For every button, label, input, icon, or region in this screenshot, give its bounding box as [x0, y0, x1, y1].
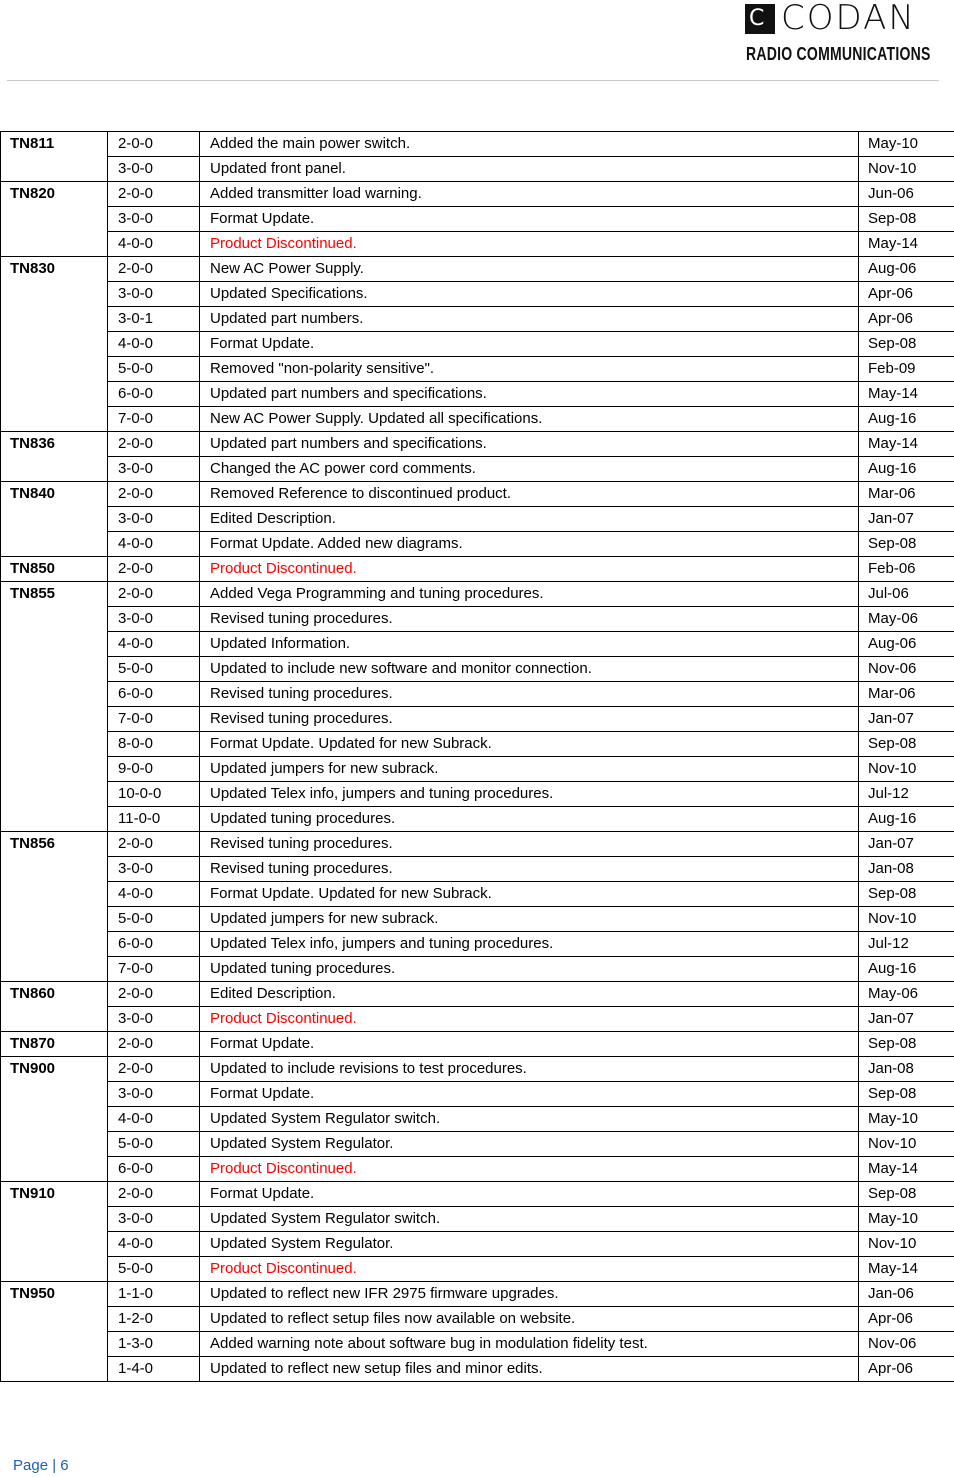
version-cell: 1-1-0 — [108, 1282, 200, 1307]
version-cell: 6-0-0 — [108, 1157, 200, 1182]
date-cell: Jul-12 — [859, 782, 954, 807]
table-row — [1, 457, 954, 482]
table-row — [1, 932, 954, 957]
table-row — [1, 1257, 954, 1282]
date-cell: Sep-08 — [859, 207, 954, 232]
table-row — [1, 1207, 954, 1232]
description-cell: Updated front panel. — [200, 157, 859, 182]
description-cell: Updated System Regulator switch. — [200, 1207, 859, 1232]
date-cell: Nov-06 — [859, 657, 954, 682]
description-cell: Updated part numbers. — [200, 307, 859, 332]
table-row — [1, 657, 954, 682]
version-cell: 3-0-0 — [108, 857, 200, 882]
tn-number: TN855 — [1, 582, 108, 832]
table-row — [1, 1107, 954, 1132]
version-cell: 3-0-0 — [108, 507, 200, 532]
table-row — [1, 1057, 954, 1082]
description-cell: Format Update. Updated for new Subrack. — [200, 882, 859, 907]
version-cell: 2-0-0 — [108, 1182, 200, 1207]
date-cell: Apr-06 — [859, 1307, 954, 1332]
description-cell: Updated jumpers for new subrack. — [200, 757, 859, 782]
description-cell: Format Update. — [200, 1182, 859, 1207]
date-cell: Sep-08 — [859, 732, 954, 757]
date-cell: Jan-08 — [859, 857, 954, 882]
discontinued-description-cell: Product Discontinued. — [200, 1257, 859, 1282]
version-cell: 3-0-0 — [108, 1207, 200, 1232]
tn-number: TN836 — [1, 432, 108, 482]
revision-table — [0, 131, 954, 1382]
description-cell: Updated Telex info, jumpers and tuning procedures. — [200, 782, 859, 807]
description-cell: Format Update. Updated for new Subrack. — [200, 732, 859, 757]
tn-number: TN910 — [1, 1182, 108, 1282]
table-row — [1, 1357, 954, 1382]
version-cell: 2-0-0 — [108, 1057, 200, 1082]
description-cell: Updated to include new software and monitor connection. — [200, 657, 859, 682]
version-cell: 4-0-0 — [108, 232, 200, 257]
header-divider — [7, 80, 939, 81]
tn-number: TN840 — [1, 482, 108, 557]
version-cell: 3-0-1 — [108, 307, 200, 332]
description-cell: Updated tuning procedures. — [200, 807, 859, 832]
description-cell: Updated to reflect new setup files and minor edits. — [200, 1357, 859, 1382]
version-cell: 2-0-0 — [108, 832, 200, 857]
date-cell: Sep-08 — [859, 882, 954, 907]
date-cell: May-14 — [859, 232, 954, 257]
description-cell: Edited Description. — [200, 982, 859, 1007]
table-row — [1, 257, 954, 282]
tn-number: TN811 — [1, 132, 108, 182]
date-cell: Aug-16 — [859, 407, 954, 432]
table-row — [1, 1232, 954, 1257]
date-cell: Sep-08 — [859, 1032, 954, 1057]
date-cell: Jan-06 — [859, 1282, 954, 1307]
version-cell: 2-0-0 — [108, 182, 200, 207]
date-cell: Aug-16 — [859, 807, 954, 832]
date-cell: May-14 — [859, 432, 954, 457]
version-cell: 7-0-0 — [108, 957, 200, 982]
description-cell: Updated System Regulator. — [200, 1232, 859, 1257]
description-cell: Revised tuning procedures. — [200, 682, 859, 707]
table-row — [1, 982, 954, 1007]
table-row — [1, 157, 954, 182]
version-cell: 4-0-0 — [108, 1232, 200, 1257]
table-row — [1, 357, 954, 382]
date-cell: May-14 — [859, 1257, 954, 1282]
table-row — [1, 1007, 954, 1032]
table-row — [1, 557, 954, 582]
description-cell: Updated Information. — [200, 632, 859, 657]
description-cell: Updated to include revisions to test procedures. — [200, 1057, 859, 1082]
date-cell: Feb-09 — [859, 357, 954, 382]
version-cell: 2-0-0 — [108, 432, 200, 457]
table-row — [1, 1282, 954, 1307]
date-cell: Mar-06 — [859, 682, 954, 707]
version-cell: 5-0-0 — [108, 907, 200, 932]
table-row — [1, 1132, 954, 1157]
version-cell: 1-4-0 — [108, 1357, 200, 1382]
discontinued-description-cell: Product Discontinued. — [200, 1007, 859, 1032]
table-row — [1, 957, 954, 982]
version-cell: 2-0-0 — [108, 582, 200, 607]
description-cell: Updated part numbers and specifications. — [200, 432, 859, 457]
date-cell: Apr-06 — [859, 282, 954, 307]
version-cell: 3-0-0 — [108, 607, 200, 632]
table-row — [1, 707, 954, 732]
table-row — [1, 1182, 954, 1207]
date-cell: Jan-07 — [859, 832, 954, 857]
brand-name: CODAN — [781, 0, 916, 38]
version-cell: 6-0-0 — [108, 682, 200, 707]
version-cell: 3-0-0 — [108, 457, 200, 482]
description-cell: Revised tuning procedures. — [200, 607, 859, 632]
description-cell: Revised tuning procedures. — [200, 707, 859, 732]
version-cell: 4-0-0 — [108, 1107, 200, 1132]
codan-logo — [745, 0, 940, 70]
version-cell: 2-0-0 — [108, 257, 200, 282]
date-cell: Nov-10 — [859, 757, 954, 782]
description-cell: Added the main power switch. — [200, 132, 859, 157]
description-cell: Changed the AC power cord comments. — [200, 457, 859, 482]
discontinued-description-cell: Product Discontinued. — [200, 1157, 859, 1182]
table-row — [1, 682, 954, 707]
tn-number: TN860 — [1, 982, 108, 1032]
date-cell: May-06 — [859, 607, 954, 632]
description-cell: Updated jumpers for new subrack. — [200, 907, 859, 932]
table-row — [1, 332, 954, 357]
table-row — [1, 607, 954, 632]
date-cell: May-10 — [859, 132, 954, 157]
table-row — [1, 1157, 954, 1182]
table-row — [1, 382, 954, 407]
description-cell: Format Update. — [200, 1032, 859, 1057]
table-row — [1, 532, 954, 557]
date-cell: Sep-08 — [859, 532, 954, 557]
table-row — [1, 907, 954, 932]
version-cell: 2-0-0 — [108, 982, 200, 1007]
table-row — [1, 1307, 954, 1332]
table-row — [1, 807, 954, 832]
date-cell: Nov-10 — [859, 157, 954, 182]
version-cell: 9-0-0 — [108, 757, 200, 782]
version-cell: 5-0-0 — [108, 657, 200, 682]
date-cell: Nov-06 — [859, 1332, 954, 1357]
revision-table-body — [1, 132, 954, 1382]
description-cell: Added Vega Programming and tuning procedures. — [200, 582, 859, 607]
version-cell: 5-0-0 — [108, 1257, 200, 1282]
tn-number: TN830 — [1, 257, 108, 432]
version-cell: 7-0-0 — [108, 407, 200, 432]
version-cell: 4-0-0 — [108, 332, 200, 357]
table-row — [1, 1082, 954, 1107]
table-row — [1, 432, 954, 457]
description-cell: Revised tuning procedures. — [200, 832, 859, 857]
date-cell: Nov-10 — [859, 1232, 954, 1257]
description-cell: Updated Specifications. — [200, 282, 859, 307]
version-cell: 3-0-0 — [108, 1082, 200, 1107]
table-row — [1, 857, 954, 882]
table-row — [1, 1032, 954, 1057]
date-cell: Aug-16 — [859, 957, 954, 982]
version-cell: 2-0-0 — [108, 1032, 200, 1057]
version-cell: 5-0-0 — [108, 357, 200, 382]
description-cell: Revised tuning procedures. — [200, 857, 859, 882]
version-cell: 4-0-0 — [108, 632, 200, 657]
date-cell: May-14 — [859, 1157, 954, 1182]
description-cell: Format Update. Added new diagrams. — [200, 532, 859, 557]
version-cell: 4-0-0 — [108, 882, 200, 907]
table-row — [1, 207, 954, 232]
version-cell: 4-0-0 — [108, 532, 200, 557]
table-row — [1, 282, 954, 307]
table-row — [1, 882, 954, 907]
date-cell: Nov-10 — [859, 1132, 954, 1157]
tn-number: TN820 — [1, 182, 108, 257]
description-cell: Added transmitter load warning. — [200, 182, 859, 207]
date-cell: Aug-06 — [859, 632, 954, 657]
date-cell: Jan-07 — [859, 707, 954, 732]
description-cell: Format Update. — [200, 1082, 859, 1107]
description-cell: New AC Power Supply. — [200, 257, 859, 282]
version-cell: 11-0-0 — [108, 807, 200, 832]
version-cell: 8-0-0 — [108, 732, 200, 757]
date-cell: Aug-06 — [859, 257, 954, 282]
date-cell: May-06 — [859, 982, 954, 1007]
brand-subtitle: RADIO COMMUNICATIONS — [746, 44, 931, 64]
date-cell: Sep-08 — [859, 332, 954, 357]
table-row — [1, 232, 954, 257]
table-row — [1, 132, 954, 157]
date-cell: Apr-06 — [859, 1357, 954, 1382]
date-cell: Jul-06 — [859, 582, 954, 607]
version-cell: 2-0-0 — [108, 557, 200, 582]
version-cell: 6-0-0 — [108, 382, 200, 407]
page-number: Page | 6 — [13, 1457, 69, 1474]
date-cell: Sep-08 — [859, 1182, 954, 1207]
description-cell: Updated to reflect new IFR 2975 firmware upgrades. — [200, 1282, 859, 1307]
description-cell: Format Update. — [200, 332, 859, 357]
description-cell: Updated to reflect setup files now available on website. — [200, 1307, 859, 1332]
version-cell: 6-0-0 — [108, 932, 200, 957]
description-cell: Edited Description. — [200, 507, 859, 532]
table-row — [1, 307, 954, 332]
discontinued-description-cell: Product Discontinued. — [200, 557, 859, 582]
version-cell: 2-0-0 — [108, 482, 200, 507]
codan-logo-mark-icon: C — [745, 4, 775, 34]
tn-number: TN950 — [1, 1282, 108, 1382]
date-cell: Sep-08 — [859, 1082, 954, 1107]
date-cell: Jan-07 — [859, 507, 954, 532]
date-cell: Jan-08 — [859, 1057, 954, 1082]
table-row — [1, 632, 954, 657]
description-cell: Updated System Regulator switch. — [200, 1107, 859, 1132]
tn-number: TN870 — [1, 1032, 108, 1057]
date-cell: Jun-06 — [859, 182, 954, 207]
version-cell: 1-2-0 — [108, 1307, 200, 1332]
table-row — [1, 182, 954, 207]
table-row — [1, 757, 954, 782]
table-row — [1, 732, 954, 757]
date-cell: Mar-06 — [859, 482, 954, 507]
table-row — [1, 832, 954, 857]
tn-number: TN856 — [1, 832, 108, 982]
version-cell: 2-0-0 — [108, 132, 200, 157]
description-cell: Removed Reference to discontinued product. — [200, 482, 859, 507]
date-cell: Apr-06 — [859, 307, 954, 332]
tn-number: TN900 — [1, 1057, 108, 1182]
table-row — [1, 507, 954, 532]
version-cell: 3-0-0 — [108, 1007, 200, 1032]
description-cell: Added warning note about software bug in modulation fidelity test. — [200, 1332, 859, 1357]
description-cell: Format Update. — [200, 207, 859, 232]
date-cell: Nov-10 — [859, 907, 954, 932]
table-row — [1, 407, 954, 432]
version-cell: 7-0-0 — [108, 707, 200, 732]
description-cell: Updated System Regulator. — [200, 1132, 859, 1157]
date-cell: Jul-12 — [859, 932, 954, 957]
version-cell: 3-0-0 — [108, 282, 200, 307]
description-cell: Updated part numbers and specifications. — [200, 382, 859, 407]
date-cell: May-14 — [859, 382, 954, 407]
date-cell: Feb-06 — [859, 557, 954, 582]
description-cell: Updated tuning procedures. — [200, 957, 859, 982]
table-row — [1, 1332, 954, 1357]
discontinued-description-cell: Product Discontinued. — [200, 232, 859, 257]
date-cell: Jan-07 — [859, 1007, 954, 1032]
table-row — [1, 482, 954, 507]
tn-number: TN850 — [1, 557, 108, 582]
description-cell: New AC Power Supply. Updated all specifications. — [200, 407, 859, 432]
version-cell: 3-0-0 — [108, 207, 200, 232]
version-cell: 10-0-0 — [108, 782, 200, 807]
table-row — [1, 782, 954, 807]
date-cell: May-10 — [859, 1207, 954, 1232]
description-cell: Removed "non-polarity sensitive". — [200, 357, 859, 382]
date-cell: May-10 — [859, 1107, 954, 1132]
version-cell: 3-0-0 — [108, 157, 200, 182]
version-cell: 1-3-0 — [108, 1332, 200, 1357]
date-cell: Aug-16 — [859, 457, 954, 482]
table-row — [1, 582, 954, 607]
description-cell: Updated Telex info, jumpers and tuning procedures. — [200, 932, 859, 957]
version-cell: 5-0-0 — [108, 1132, 200, 1157]
